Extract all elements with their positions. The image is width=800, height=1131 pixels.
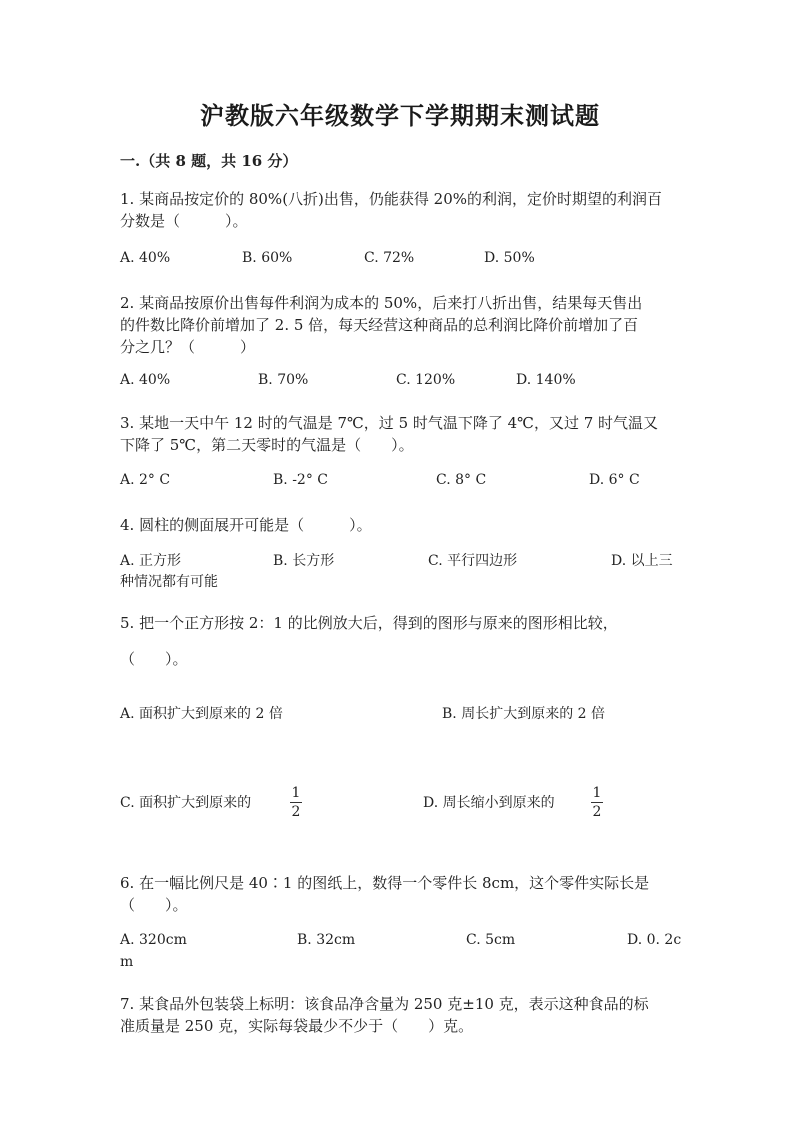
question-3-line-2: 下降了 5℃，第二天零时的气温是（ ）。	[120, 436, 414, 454]
question-6-option-d[interactable]: D. 0. 2c	[627, 932, 682, 948]
question-5-option-b[interactable]: B. 周长扩大到原来的 2 倍	[442, 706, 605, 722]
question-6-option-a[interactable]: A. 320cm	[120, 932, 187, 948]
fraction-numerator: 1	[592, 785, 602, 801]
question-2-option-d[interactable]: D. 140%	[516, 372, 576, 388]
fraction-denominator: 2	[592, 804, 602, 820]
question-2-option-c[interactable]: C. 120%	[396, 372, 456, 388]
question-6-option-d-continued: m	[120, 954, 134, 970]
question-4-option-a[interactable]: A. 正方形	[120, 553, 182, 569]
question-6-line-1: 6. 在一幅比例尺是 40∶1 的图纸上，数得一个零件长 8cm，这个零件实际长是	[120, 874, 650, 892]
question-5-line-2: （ ）。	[120, 650, 188, 668]
fraction-denominator: 2	[291, 804, 301, 820]
question-5-option-a[interactable]: A. 面积扩大到原来的 2 倍	[120, 706, 283, 722]
question-1-line-1: 1. 某商品按定价的 80%(八折)出售，仍能获得 20%的利润，定价时期望的利润百	[120, 190, 663, 208]
question-6-option-c[interactable]: C. 5cm	[466, 932, 516, 948]
section-heading: 一.（共 8 题，共 16 分）	[120, 152, 298, 170]
question-4-line-1: 4. 圆柱的侧面展开可能是（ ）。	[120, 516, 372, 534]
fraction-bar	[591, 802, 603, 803]
question-2-line-3: 分之几？（ ）	[120, 338, 256, 356]
question-7-line-2: 准质量是 250 克，实际每袋最少不少于（ ）克。	[120, 1017, 474, 1035]
question-3-option-b[interactable]: B. -2° C	[273, 472, 328, 488]
question-1-option-c[interactable]: C. 72%	[364, 250, 415, 266]
question-5-line-1: 5. 把一个正方形按 2：1 的比例放大后，得到的图形与原来的图形相比较，	[120, 614, 618, 632]
question-2-option-a[interactable]: A. 40%	[120, 372, 171, 388]
question-3-line-1: 3. 某地一天中午 12 时的气温是 7℃，过 5 时气温下降了 4℃，又过 7 时气温又	[120, 414, 659, 432]
question-6-option-b[interactable]: B. 32cm	[297, 932, 356, 948]
page-title: 沪教版六年级数学下学期期末测试题	[200, 101, 600, 130]
question-2-line-2: 的件数比降价前增加了 2. 5 倍，每天经营这种商品的总利润比降价前增加了百	[120, 316, 639, 334]
question-7-line-1: 7. 某食品外包装袋上标明：该食品净含量为 250 克±10 克，表示这种食品的标	[120, 995, 649, 1013]
fraction-numerator: 1	[291, 785, 301, 801]
fraction-one-half-d	[591, 785, 603, 820]
question-4-option-b[interactable]: B. 长方形	[273, 553, 335, 569]
question-1-option-b[interactable]: B. 60%	[242, 250, 293, 266]
fraction-one-half-c	[290, 785, 302, 820]
question-5-option-d[interactable]: D. 周长缩小到原来的	[423, 795, 555, 811]
question-4-option-d-continued: 种情况都有可能	[120, 574, 218, 590]
question-3-option-a[interactable]: A. 2° C	[120, 472, 171, 488]
question-4-option-c[interactable]: C. 平行四边形	[428, 553, 518, 569]
question-6-line-2: （ ）。	[120, 896, 188, 914]
question-4-option-d[interactable]: D. 以上三	[611, 553, 673, 569]
question-2-option-b[interactable]: B. 70%	[258, 372, 309, 388]
question-5-option-c[interactable]: C. 面积扩大到原来的	[120, 795, 252, 811]
question-1-line-2: 分数是（ ）。	[120, 212, 248, 230]
question-1-option-a[interactable]: A. 40%	[120, 250, 171, 266]
question-3-option-d[interactable]: D. 6° C	[589, 472, 640, 488]
question-3-option-c[interactable]: C. 8° C	[436, 472, 487, 488]
question-1-option-d[interactable]: D. 50%	[484, 250, 535, 266]
fraction-bar	[290, 802, 302, 803]
question-2-line-1: 2. 某商品按原价出售每件利润为成本的 50%，后来打八折出售，结果每天售出	[120, 294, 643, 312]
